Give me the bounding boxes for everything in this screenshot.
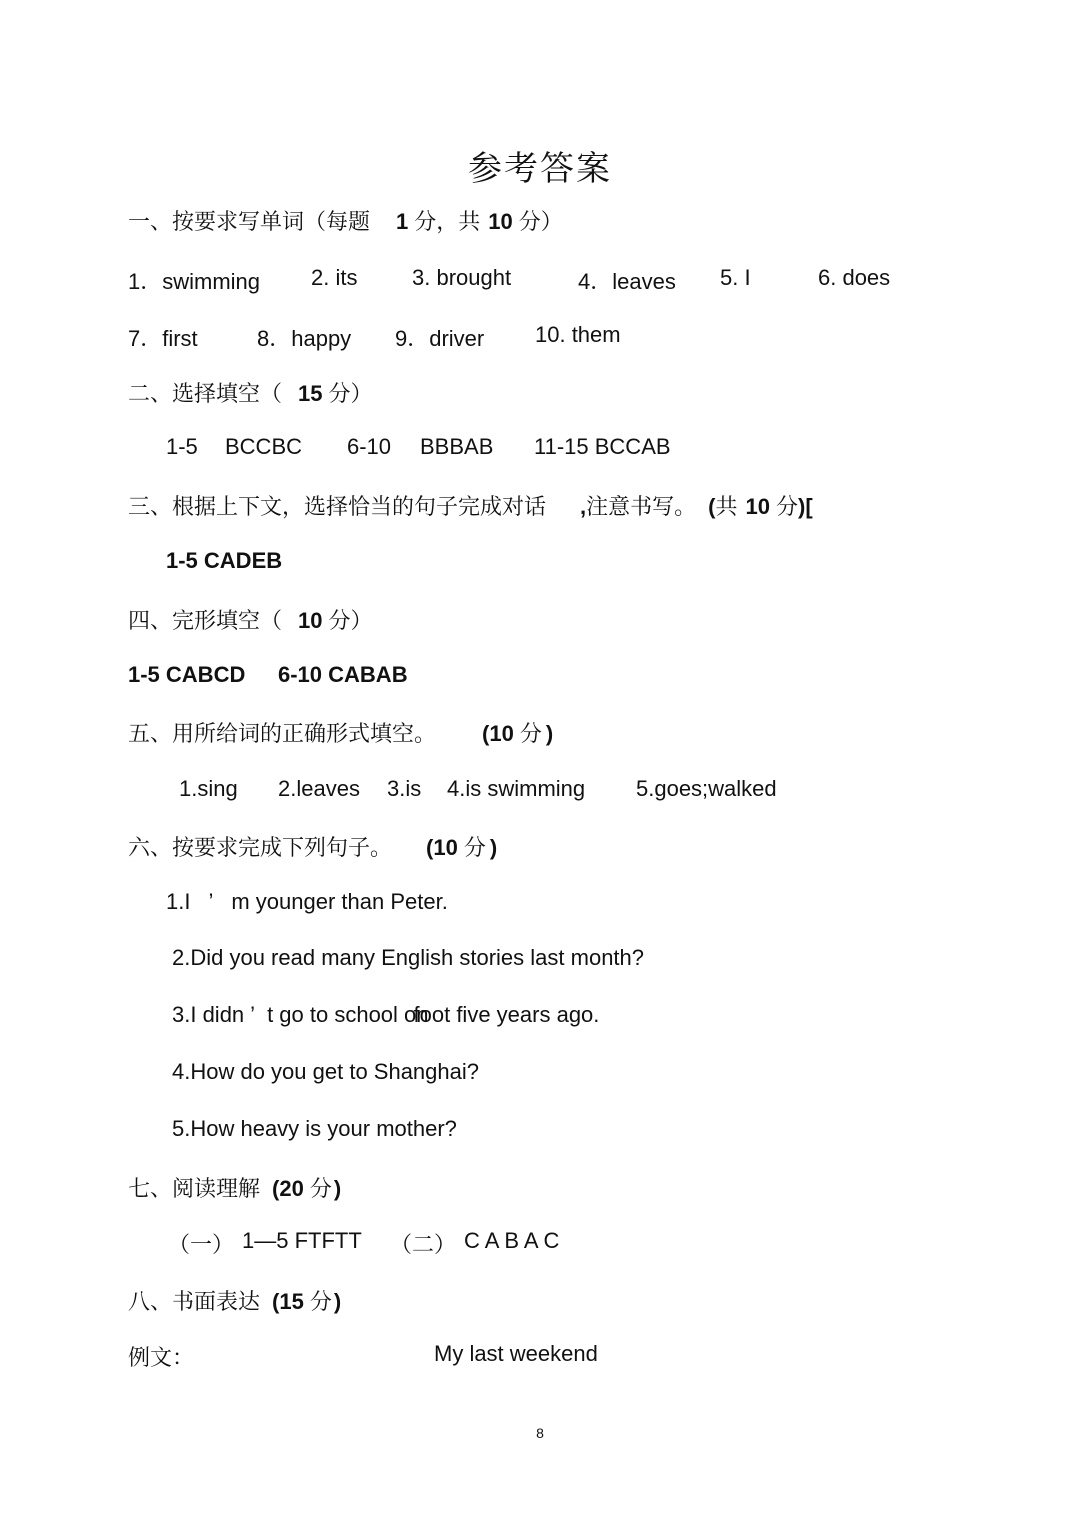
section-5-heading-unit: 分 bbox=[519, 722, 542, 747]
sentence-3-mid: t go to school on bbox=[267, 1002, 429, 1027]
section-3-paren: ( bbox=[708, 494, 716, 519]
section-2-heading-text: 二、选择填空（ bbox=[128, 382, 283, 407]
section-5-points: (10 bbox=[482, 721, 514, 746]
part-1-label: （一） bbox=[168, 1233, 235, 1258]
section-3-points: 10 bbox=[745, 494, 770, 519]
answer-item: 5. I bbox=[720, 265, 751, 290]
section-8-heading bbox=[128, 1285, 341, 1316]
section-2-heading bbox=[128, 377, 373, 408]
section-8-heading-text: 八、书面表达 bbox=[128, 1290, 261, 1315]
section-3-heading-text: 三、根据上下文，选择恰当的句子完成对话 bbox=[128, 495, 547, 520]
section-2-heading-end: 分） bbox=[328, 382, 373, 407]
sentence-5: 5.How heavy is your mother? bbox=[172, 1116, 457, 1141]
section-3-heading bbox=[128, 490, 813, 521]
answer-item: BCCBC bbox=[225, 434, 303, 459]
answer-item: 9．driver bbox=[395, 326, 485, 351]
section-7-paren-close: ) bbox=[333, 1176, 342, 1201]
part-2-label: （二） bbox=[390, 1233, 457, 1258]
sentence-2: 2.Did you read many English stories last month? bbox=[172, 945, 645, 970]
part-2-answers: C A B A C bbox=[464, 1228, 560, 1253]
section-5-heading bbox=[128, 717, 553, 748]
section-3-heading-unit: 分 bbox=[775, 495, 798, 520]
section-8-points: (15 bbox=[272, 1289, 304, 1314]
answer-item: 6-10 CABAB bbox=[278, 662, 408, 687]
answer-item: 4．leaves bbox=[578, 269, 676, 294]
section-3-heading-note: 注意书写。 bbox=[586, 495, 697, 520]
sentence-3-apostrophe: ’ bbox=[250, 1002, 256, 1027]
sentence-1-apostrophe: ’ bbox=[208, 889, 214, 914]
section-6-paren-close: ) bbox=[489, 835, 498, 860]
answer-item: 4.is swimming bbox=[447, 776, 586, 801]
section-3-comma: , bbox=[580, 494, 587, 519]
section-2-points: 15 bbox=[298, 381, 323, 406]
answer-item: 8．happy bbox=[257, 326, 352, 351]
answer-item: BBBAB bbox=[420, 434, 494, 459]
answer-item: 10. them bbox=[535, 322, 621, 347]
sentence-4: 4.How do you get to Shanghai? bbox=[172, 1059, 480, 1084]
section-5-heading-text: 五、用所给词的正确形式填空。 bbox=[128, 722, 437, 747]
page-number: 8 bbox=[536, 1425, 544, 1441]
answer-item: 3. brought bbox=[412, 265, 512, 290]
sentence-1-rest: m younger than Peter. bbox=[231, 889, 448, 914]
sentence-1 bbox=[166, 889, 448, 915]
section-5-paren-close: ) bbox=[545, 721, 554, 746]
answer-item: 1-5 CABCD bbox=[128, 662, 246, 687]
section-7-heading bbox=[128, 1172, 341, 1203]
answer-item: 2. its bbox=[311, 265, 358, 290]
section-1-heading-text: 一、按要求写单词（每题 bbox=[128, 210, 371, 235]
answer-item: 5.goes;walked bbox=[636, 776, 777, 801]
answer-item: 2.leaves bbox=[278, 776, 360, 801]
answer-item: 1-5 bbox=[166, 434, 198, 459]
section-7-points: (20 bbox=[272, 1176, 304, 1201]
sentence-3-part: 3.I didn bbox=[172, 1002, 245, 1027]
section-6-heading-unit: 分 bbox=[463, 836, 486, 861]
section-4-heading bbox=[128, 604, 373, 635]
section-7-heading-text: 七、阅读理解 bbox=[128, 1177, 261, 1202]
section-1-heading-end: 分） bbox=[518, 210, 563, 235]
answer-item: 1-5 CADEB bbox=[166, 548, 283, 573]
section-1-total: 10 bbox=[488, 209, 513, 234]
sentence-1-part: 1.I bbox=[166, 889, 191, 914]
section-4-points: 10 bbox=[298, 608, 323, 633]
section-6-heading bbox=[128, 831, 497, 862]
answer-item: 1.sing bbox=[179, 776, 238, 801]
answer-item: 6-10 bbox=[347, 434, 392, 459]
part-1-answers: 1—5 FTFTT bbox=[242, 1228, 362, 1253]
answer-item: 11-15 BCCAB bbox=[534, 434, 671, 459]
answer-item: 1．swimming bbox=[128, 269, 261, 294]
section-8-paren-close: ) bbox=[333, 1289, 342, 1314]
section-4-heading-text: 四、完形填空（ bbox=[128, 609, 283, 634]
section-1-heading bbox=[128, 205, 563, 236]
answer-item: 3.is bbox=[387, 776, 422, 801]
section-4-heading-end: 分） bbox=[328, 609, 373, 634]
page-title: 参考答案 bbox=[468, 149, 612, 189]
section-7-heading-unit: 分 bbox=[309, 1177, 332, 1202]
section-1-points: 1 bbox=[396, 209, 409, 234]
section-1-heading-mid: 分，共 bbox=[414, 210, 481, 235]
section-8-heading-unit: 分 bbox=[309, 1290, 332, 1315]
example-label: 例文： bbox=[128, 1346, 195, 1371]
section-6-points: (10 bbox=[426, 835, 458, 860]
section-3-heading-total-label: 共 bbox=[715, 495, 738, 520]
answer-item: 7．first bbox=[128, 326, 198, 351]
sentence-3-rest: foot five years ago. bbox=[413, 1002, 600, 1027]
section-6-heading-text: 六、按要求完成下列句子。 bbox=[128, 836, 393, 861]
section-3-paren-close: )[ bbox=[798, 494, 813, 519]
essay-title: My last weekend bbox=[434, 1341, 598, 1366]
answer-item: 6. does bbox=[818, 265, 891, 290]
sentence-3 bbox=[172, 1002, 599, 1028]
